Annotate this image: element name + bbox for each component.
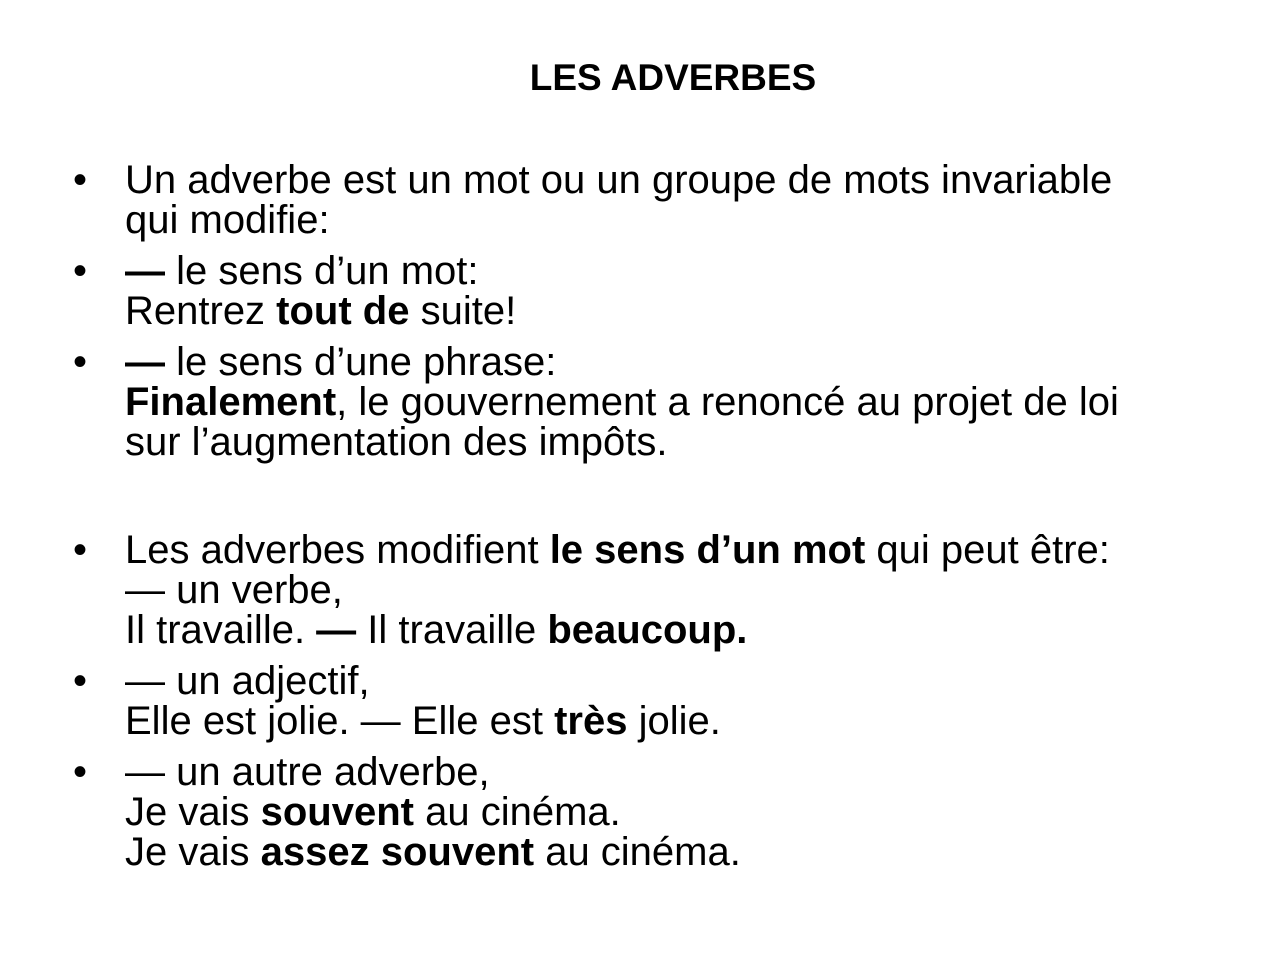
list-item — [0, 661, 1280, 741]
text-line — [125, 160, 1280, 200]
text: Elle est jolie. — Elle est — [125, 699, 555, 743]
text: au cinéma. — [534, 830, 741, 874]
bold-adverb: tout de — [276, 289, 410, 333]
bullet-dot: • — [73, 750, 88, 794]
em-dash: — — [125, 340, 165, 384]
text: suite! — [409, 289, 517, 333]
text: qui modifie: — [125, 198, 330, 242]
em-dash: — — [316, 608, 357, 652]
text-line — [125, 661, 1280, 701]
bold-adverb: Finalement — [125, 380, 337, 424]
example-line — [125, 382, 1280, 422]
text: Rentrez — [125, 289, 277, 333]
text: — un adjectif, — [125, 659, 370, 703]
slide-title: LES ADVERBES — [529, 57, 817, 98]
text-line — [125, 752, 1280, 792]
text-line — [125, 200, 1280, 240]
text: Je vais — [125, 790, 261, 834]
em-dash: — — [125, 249, 165, 293]
example-line — [125, 291, 1280, 331]
example-line — [125, 832, 1280, 872]
list-item — [0, 342, 1280, 462]
list-item — [0, 160, 1280, 240]
bullet-dot: • — [73, 340, 88, 384]
text-line — [125, 530, 1280, 570]
text: le sens d’un mot: — [165, 249, 479, 293]
bold-phrase: le sens d’un mot — [549, 528, 866, 572]
text-line — [125, 342, 1280, 382]
text: qui peut être: — [865, 528, 1110, 572]
bullet-dot: • — [73, 158, 88, 202]
bold-adverb: très — [554, 699, 628, 743]
text: au cinéma. — [413, 790, 621, 834]
text-line — [125, 251, 1280, 291]
bullet-list — [0, 160, 1280, 872]
bullet-dot: • — [73, 528, 88, 572]
text: Les adverbes modifient — [125, 528, 550, 572]
text-line — [125, 570, 1280, 610]
list-item — [0, 530, 1280, 650]
text: — un verbe, — [125, 568, 343, 612]
text: jolie. — [627, 699, 721, 743]
bold-adverb: souvent — [260, 790, 414, 834]
text: Je vais — [125, 830, 261, 874]
text: le sens d’une phrase: — [165, 340, 557, 384]
example-line — [125, 422, 1280, 462]
text: — un autre adverbe, — [125, 750, 490, 794]
bullet-dot: • — [73, 249, 88, 293]
list-item — [0, 251, 1280, 331]
bold-adverb: assez souvent — [260, 830, 535, 874]
text: , le gouvernement a renoncé au projet de loi — [336, 380, 1119, 424]
example-line — [125, 792, 1280, 832]
example-line — [125, 610, 1280, 650]
text: Il travaille. — [125, 608, 317, 652]
text: Il travaille — [356, 608, 548, 652]
bold-adverb: beaucoup. — [547, 608, 748, 652]
text: sur l’augmentation des impôts. — [125, 420, 668, 464]
text: Un adverbe est un mot ou un groupe de mots invariable — [125, 158, 1113, 202]
bullet-dot: • — [73, 659, 88, 703]
example-line — [125, 701, 1280, 741]
list-item — [0, 752, 1280, 872]
